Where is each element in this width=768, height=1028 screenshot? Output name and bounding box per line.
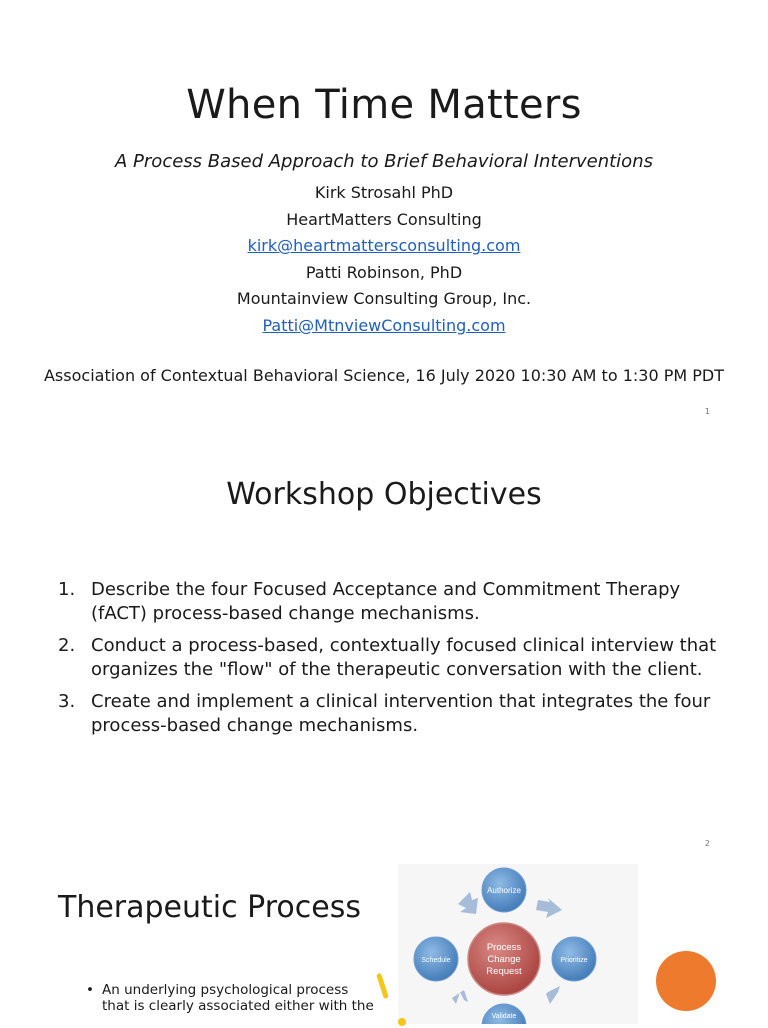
bullet-marker: • xyxy=(86,982,94,998)
list-item-number: 1. xyxy=(58,579,76,600)
cycle-node-label: Authorize xyxy=(487,886,521,895)
bullet-text: An underlying psychological process that is clearly associated either with the xyxy=(102,982,374,1014)
decorative-yellow-dot xyxy=(398,1018,406,1026)
presenter1-name: Kirk Strosahl PhD xyxy=(314,183,454,202)
list-item-text: Describe the four Focused Acceptance and Commitment Therapy (fACT) process-based change mechanisms. xyxy=(91,579,681,624)
bullet-list xyxy=(86,982,376,1014)
presenter1-org: HeartMatters Consulting xyxy=(286,209,482,229)
presenter2-name: Patti Robinson, PhD xyxy=(305,262,463,282)
cycle-node-label: Validate xyxy=(491,1013,517,1020)
event-line: Association of Contextual Behavioral Science, 16 July 2020 10:30 AM to 1:30 PM PDT xyxy=(43,366,724,385)
presentation-subtitle: A Process Based Approach to Brief Behavioral Interventions xyxy=(115,151,653,172)
list-item-number: 2. xyxy=(58,635,76,656)
list-item-text: Create and implement a clinical intervention that integrates the four process-based change mechanisms. xyxy=(91,691,711,736)
cycle-arrow xyxy=(546,986,560,1004)
presenter-block xyxy=(0,180,768,340)
process-cycle-diagram xyxy=(398,864,638,1024)
list-item xyxy=(58,690,718,738)
list-item-text: Conduct a process-based, contextually focused clinical interview that organizes the "flow" of the therapeutic conversation with the client. xyxy=(91,635,717,680)
objectives-title: Workshop Objectives xyxy=(226,477,542,512)
cycle-center-label: Request xyxy=(486,966,522,977)
decorative-orange-circle xyxy=(656,951,716,1011)
list-item xyxy=(86,982,376,1014)
cycle-center-label: Process xyxy=(486,942,522,953)
cycle-center-label: Change xyxy=(487,954,521,965)
presenter2-email-link[interactable]: Patti@MtnviewConsulting.com xyxy=(262,315,506,335)
slide-title xyxy=(0,0,768,432)
cycle-node-label: Prioritize xyxy=(560,957,588,964)
list-item-number: 3. xyxy=(58,691,76,712)
list-item xyxy=(58,634,718,682)
page-number: 1 xyxy=(704,407,710,416)
cycle-node-label: Schedule xyxy=(421,957,451,964)
cycle-arrow xyxy=(536,898,562,918)
presentation-title: When Time Matters xyxy=(186,82,582,128)
list-item xyxy=(58,578,718,626)
presenter2-org: Mountainview Consulting Group, Inc. xyxy=(236,289,532,309)
cycle-arrow xyxy=(452,990,468,1004)
cycle-arrow xyxy=(458,892,478,914)
objectives-list xyxy=(58,578,718,746)
presenter1-email-link[interactable]: kirk@heartmattersconsulting.com xyxy=(247,236,521,256)
therapeutic-process-title: Therapeutic Process xyxy=(58,890,361,925)
page-number: 2 xyxy=(704,839,710,848)
